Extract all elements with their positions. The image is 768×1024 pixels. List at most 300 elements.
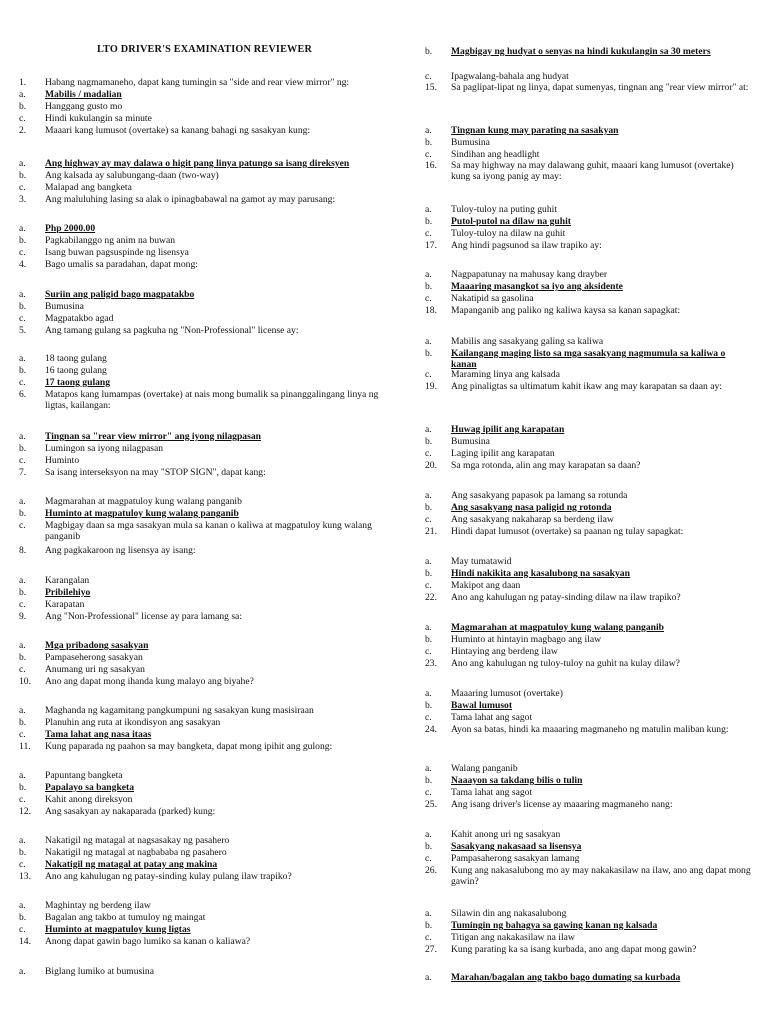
answer-option [425, 204, 752, 215]
option-text: Suriin ang paligid bago magpatakbo [45, 289, 195, 300]
option-text: Isang buwan pagsuspinde ng lisensya [45, 247, 189, 258]
question-number: 2. [19, 125, 27, 136]
question-item [425, 305, 752, 316]
option-letter: b. [19, 587, 27, 598]
option-letter: b. [425, 775, 433, 786]
question-text: Ang sasakyan ay nakaparada (parked) kung: [45, 806, 216, 817]
option-text: Pagkabilanggo ng anim na buwan [45, 235, 176, 246]
option-letter: a. [425, 204, 432, 215]
option-letter: a. [425, 556, 432, 567]
option-text: 18 taong gulang [45, 353, 107, 364]
option-letter: b. [425, 216, 433, 227]
option-letter: b. [425, 436, 433, 447]
option-text: Maaaring lumusot (overtake) [451, 688, 563, 699]
option-letter: c. [19, 729, 26, 740]
answer-option [19, 652, 390, 663]
question-number: 25. [425, 799, 437, 810]
question-number: 10. [19, 676, 31, 687]
question-text: Sa paglipat-lipat ng linya, dapat sumenyas, tingnan ang "rear view mirror" at: [451, 82, 749, 93]
answer-option-correct [19, 89, 390, 100]
question-item [425, 160, 752, 183]
option-letter: b. [425, 568, 433, 579]
answer-option [425, 763, 752, 774]
question-text: Habang nagmamaneho, dapat kang tumingin sa "side and rear view mirror" ng: [45, 77, 350, 88]
option-letter: a. [19, 289, 26, 300]
question-text: Sa may highway na may dalawang guhit, maaari kang lumusot (overtake) kung sa iyong panig ay may: [451, 160, 734, 183]
answer-option [19, 313, 390, 324]
question-number: 11. [19, 741, 31, 752]
question-number: 13. [19, 871, 31, 882]
answer-option-correct [425, 216, 752, 227]
question-item [19, 77, 390, 88]
question-number: 15. [425, 82, 437, 93]
option-letter: c. [19, 794, 26, 805]
option-text: Huminto at hintayin magbago ang ilaw [451, 634, 602, 645]
option-letter: a. [19, 496, 26, 507]
answer-option [19, 835, 390, 846]
question-item [425, 944, 752, 955]
option-text: Hanggang gusto mo [45, 101, 123, 112]
answer-option-correct [19, 859, 390, 870]
option-text: Ang highway ay may dalawa o higit pang linya patungo sa isang direksyen [45, 158, 350, 169]
question-number: 23. [425, 658, 437, 669]
option-text: Bumusina [451, 137, 490, 148]
option-text: Tumingin ng bahagya sa gawing kanan ng kalsada [451, 920, 658, 931]
answer-option-correct [425, 125, 752, 136]
option-text: 17 taong gulang [45, 377, 111, 388]
question-number: 21. [425, 526, 437, 537]
question-text: Ayon sa batas, hindi ka maaaring magmaneho ng matulin maliban kung: [451, 724, 729, 735]
question-text: Bago umalis sa paradahan, dapat mong: [45, 259, 198, 270]
option-letter: a. [425, 490, 432, 501]
option-text: Hindi kukulangin sa minute [45, 113, 152, 124]
question-number: 6. [19, 389, 27, 400]
option-text: Magmarahan at magpatuloy kung walang panganib [45, 496, 242, 507]
option-letter: c. [425, 448, 432, 459]
option-letter: c. [425, 369, 432, 380]
answer-option-correct [425, 502, 752, 513]
option-text: Naaayon sa takdang bilis o tulin [451, 775, 583, 786]
option-text: Mabilis ang sasakyang galing sa kaliwa [451, 336, 604, 347]
option-letter: c. [19, 182, 26, 193]
answer-option [19, 235, 390, 246]
question-number: 9. [19, 611, 27, 622]
option-letter: c. [19, 455, 26, 466]
option-text: Magbigay daan sa mga sasakyan mula sa kanan o kaliwa at magpatuloy kung walang panganib [45, 520, 372, 543]
question-number: 19. [425, 381, 437, 392]
question-item [425, 381, 752, 392]
answer-option [425, 71, 752, 82]
answer-option [19, 599, 390, 610]
option-letter: a. [19, 158, 26, 169]
answer-option [19, 365, 390, 376]
question-text: Ano ang kahulugan ng patay-sinding kulay pulang ilaw trapiko? [45, 871, 292, 882]
question-item [19, 467, 390, 478]
answer-option-correct [19, 924, 390, 935]
option-text: Tuloy-tuloy na dilaw na guhit [451, 228, 566, 239]
option-text: Huwag ipilit ang karapatan [451, 424, 565, 435]
option-letter: a. [19, 835, 26, 846]
option-text: Titigan ang nakakasilaw na ilaw [451, 932, 575, 943]
option-text: Tama lahat ang nasa itaas [45, 729, 152, 740]
question-text: Ang "Non-Professional" license ay para lamang sa: [45, 611, 242, 622]
option-text: Sindihan ang headlight [451, 149, 540, 160]
answer-option [425, 853, 752, 864]
option-letter: a. [425, 622, 432, 633]
answer-option [425, 634, 752, 645]
question-item [425, 592, 752, 603]
question-text: Ano ang dapat mong ihanda kung malayo ang biyahe? [45, 676, 254, 687]
option-text: Magbigay ng hudyat o senyas na hindi kukulangin sa 30 meters [451, 46, 711, 57]
option-letter: c. [19, 520, 26, 531]
question-text: Matapos kang lumampas (overtake) at nais mong bumalik sa pinanggalingang linya ng ligtas, kailangan: [45, 389, 379, 412]
answer-option-correct [19, 431, 390, 442]
option-letter: b. [425, 281, 433, 292]
option-text: Nakatipid sa gasolina [451, 293, 534, 304]
option-text: Magpatakbo agad [45, 313, 114, 324]
option-text: Pribilehiyo [45, 587, 91, 598]
answer-option [19, 912, 390, 923]
answer-option [425, 436, 752, 447]
answer-option [19, 170, 390, 181]
question-item [19, 611, 390, 622]
question-number: 20. [425, 460, 437, 471]
answer-option [19, 113, 390, 124]
question-text: Ang maluluhing lasing sa alak o ipinagbabawal na gamot ay may parusang: [45, 194, 336, 205]
question-item [425, 240, 752, 251]
question-text: Kung ang nakasalubong mo ay may nakakasilaw na ilaw, ano ang dapat mong gawin? [451, 865, 751, 888]
option-letter: b. [19, 170, 27, 181]
option-letter: c. [425, 646, 432, 657]
option-letter: b. [425, 348, 433, 359]
option-letter: b. [425, 841, 433, 852]
question-number: 27. [425, 944, 437, 955]
option-text: Nakatigil ng matagal at nagbababa ng pasahero [45, 847, 227, 858]
option-letter: b. [19, 365, 27, 376]
option-text: Bumusina [45, 301, 84, 312]
answer-option [425, 580, 752, 591]
option-text: Karangalan [45, 575, 90, 586]
question-item [425, 799, 752, 810]
question-item [425, 865, 752, 888]
answer-option-correct [425, 841, 752, 852]
option-text: Bawal lumusot [451, 700, 513, 711]
option-text: Nagpapatunay na mahusay kang drayber [451, 269, 608, 280]
answer-option-correct [19, 782, 390, 793]
option-letter: b. [19, 782, 27, 793]
answer-option [425, 269, 752, 280]
answer-option [425, 556, 752, 567]
answer-option [425, 336, 752, 347]
answer-option [425, 688, 752, 699]
answer-option-correct [425, 348, 752, 371]
option-text: 16 taong gulang [45, 365, 107, 376]
question-text: Ano ang kahulugan ng patay-sinding dilaw na ilaw trapiko? [451, 592, 681, 603]
option-text: Huminto [45, 455, 80, 466]
option-letter: c. [425, 514, 432, 525]
question-text: Sa isang interseksyon na may "STOP SIGN", dapat kang: [45, 467, 266, 478]
question-number: 24. [425, 724, 437, 735]
answer-option-correct [19, 223, 390, 234]
option-text: Anumang uri ng sasakyan [45, 664, 145, 675]
option-text: Hintaying ang berdeng ilaw [451, 646, 558, 657]
option-text: Maghanda ng kagamitang pangkumpuni ng sasakyan kung masisiraan [45, 705, 314, 716]
option-letter: a. [425, 688, 432, 699]
option-text: Tama lahat ang sagot [451, 712, 533, 723]
option-letter: c. [19, 377, 26, 388]
option-letter: a. [19, 575, 26, 586]
answer-option [19, 101, 390, 112]
option-letter: c. [425, 293, 432, 304]
option-text: Sasakyang nakasaad sa lisensya [451, 841, 582, 852]
answer-option [425, 829, 752, 840]
answer-option-correct [19, 508, 390, 519]
option-letter: c. [425, 228, 432, 239]
question-number: 17. [425, 240, 437, 251]
option-letter: c. [19, 313, 26, 324]
question-item [19, 871, 390, 882]
answer-option [425, 448, 752, 459]
option-letter: b. [19, 301, 27, 312]
answer-option-correct [425, 281, 752, 292]
answer-option-correct [425, 46, 752, 57]
option-letter: c. [19, 664, 26, 675]
answer-option [425, 908, 752, 919]
option-letter: c. [19, 599, 26, 610]
question-text: Ang hindi pagsunod sa ilaw trapiko ay: [451, 240, 602, 251]
question-number: 22. [425, 592, 437, 603]
option-text: Papuntang bangketa [45, 770, 123, 781]
answer-option [19, 705, 390, 716]
option-letter: b. [19, 912, 27, 923]
question-number: 14. [19, 936, 31, 947]
option-text: Mga pribadong sasakyan [45, 640, 149, 651]
option-letter: b. [19, 101, 27, 112]
option-letter: a. [19, 223, 26, 234]
option-letter: c. [425, 712, 432, 723]
option-letter: b. [425, 634, 433, 645]
option-text: Maraming linya ang kalsada [451, 369, 560, 380]
question-item [425, 658, 752, 669]
option-letter: c. [425, 932, 432, 943]
answer-option [19, 247, 390, 258]
answer-option [19, 301, 390, 312]
answer-option [19, 794, 390, 805]
question-text: Sa mga rotonda, alin ang may karapatan sa daan? [451, 460, 641, 471]
question-item [19, 259, 390, 270]
option-letter: b. [19, 508, 27, 519]
option-text: Laging ipilit ang karapatan [451, 448, 555, 459]
answer-option [425, 514, 752, 525]
answer-option [425, 932, 752, 943]
option-letter: b. [19, 717, 27, 728]
option-text: Walang panganib [451, 763, 518, 774]
answer-option [425, 228, 752, 239]
option-letter: a. [425, 972, 432, 983]
answer-option-correct [425, 700, 752, 711]
option-letter: b. [19, 235, 27, 246]
question-item [425, 82, 752, 93]
question-number: 8. [19, 545, 27, 556]
option-text: Kahit anong uri ng sasakyan [451, 829, 561, 840]
answer-option-correct [19, 289, 390, 300]
option-text: Silawin din ang nakasalubong [451, 908, 567, 919]
answer-option [19, 900, 390, 911]
answer-option [19, 455, 390, 466]
option-letter: b. [425, 920, 433, 931]
answer-option [19, 664, 390, 675]
question-text: Hindi dapat lumusot (overtake) sa paanan ng tulay sapagkat: [451, 526, 684, 537]
answer-option [425, 490, 752, 501]
answer-option-correct [425, 775, 752, 786]
option-letter: a. [425, 424, 432, 435]
option-letter: a. [425, 763, 432, 774]
option-text: Pampaseherong sasakyan [45, 652, 143, 663]
question-number: 12. [19, 806, 31, 817]
option-text: Maghintay ng berdeng ilaw [45, 900, 151, 911]
question-text: Maaari kang lumusot (overtake) sa kanang bahagi ng sasakyan kung: [45, 125, 311, 136]
option-text: Ipagwalang-bahala ang hudyat [451, 71, 569, 82]
question-item [19, 936, 390, 947]
answer-option [425, 712, 752, 723]
option-text: Mabilis / madalian [45, 89, 122, 100]
option-text: Makipot ang daan [451, 580, 521, 591]
option-letter: a. [19, 640, 26, 651]
question-text: Ang isang driver's license ay maaaring magmaneho nang: [451, 799, 673, 810]
question-number: 7. [19, 467, 27, 478]
option-letter: a. [425, 269, 432, 280]
question-item [425, 724, 752, 735]
option-text: Putol-putol na dilaw na guhit [451, 216, 571, 227]
option-text: Papalayo sa bangketa [45, 782, 135, 793]
option-letter: b. [425, 46, 433, 57]
option-letter: c. [19, 924, 26, 935]
option-letter: a. [19, 89, 26, 100]
option-text: Tingnan sa "rear view mirror" ang iyong nilagpasan [45, 431, 261, 442]
question-text: Ano ang kahulugan ng tuloy-tuloy na guhit na kulay dilaw? [451, 658, 680, 669]
option-text: Huminto at magpatuloy kung ligtas [45, 924, 191, 935]
answer-option-correct [19, 640, 390, 651]
option-letter: a. [425, 829, 432, 840]
answer-option [425, 646, 752, 657]
question-item [425, 526, 752, 537]
option-letter: a. [425, 125, 432, 136]
option-text: May tumatawid [451, 556, 512, 567]
option-letter: a. [425, 336, 432, 347]
option-text: Bumusina [451, 436, 490, 447]
document-title: LTO DRIVER'S EXAMINATION REVIEWER [96, 44, 312, 55]
question-text: Mapanganib ang paliko ng kaliwa kaysa sa kanan sapagkat: [451, 305, 681, 316]
option-text: Karapatan [45, 599, 85, 610]
question-item [19, 676, 390, 687]
answer-option [19, 496, 390, 507]
option-text: Bagalan ang takbo at tumuloy ng maingat [45, 912, 206, 923]
option-text: Malapad ang bangketa [45, 182, 132, 193]
option-letter: c. [425, 853, 432, 864]
option-text: Huminto at magpatuloy kung walang panganib [45, 508, 239, 519]
question-text: Ang pagkakaroon ng lisensya ay isang: [45, 545, 196, 556]
option-text: Magmarahan at magpatuloy kung walang panganib [451, 622, 664, 633]
option-text: Tuloy-tuloy na puting guhit [451, 204, 557, 215]
option-letter: b. [19, 652, 27, 663]
answer-option-correct [425, 622, 752, 633]
answer-option [425, 293, 752, 304]
option-letter: a. [19, 966, 26, 977]
option-letter: c. [425, 580, 432, 591]
question-text: Kung paparada ng paahon sa may bangketa, dapat mong ipihit ang gulong: [45, 741, 333, 752]
answer-option [19, 770, 390, 781]
option-text: Lumingon sa iyong nilagpasan [45, 443, 164, 454]
option-letter: a. [19, 705, 26, 716]
question-item [19, 325, 390, 336]
option-letter: c. [19, 113, 26, 124]
answer-option [19, 575, 390, 586]
option-letter: a. [19, 770, 26, 781]
answer-option [19, 717, 390, 728]
question-item [19, 545, 390, 556]
option-text: Nakatigil ng matagal at nagsasakay ng pasahero [45, 835, 230, 846]
answer-option-correct [425, 568, 752, 579]
option-letter: b. [19, 847, 27, 858]
option-text: Biglang lumiko at bumusina [45, 966, 154, 977]
answer-option-correct [19, 587, 390, 598]
answer-option-correct [425, 972, 752, 983]
answer-option [19, 182, 390, 193]
option-letter: a. [19, 900, 26, 911]
answer-option [19, 520, 390, 543]
option-letter: c. [425, 149, 432, 160]
option-text: Kahit anong direksyon [45, 794, 133, 805]
answer-option [425, 137, 752, 148]
answer-option [425, 787, 752, 798]
option-text: Ang sasakyang papasok pa lamang sa rotunda [451, 490, 628, 501]
answer-option-correct [19, 158, 390, 169]
option-letter: b. [425, 137, 433, 148]
option-letter: c. [425, 71, 432, 82]
question-item [19, 806, 390, 817]
option-text: Ang sasakyang nakaharap sa berdeng ilaw [451, 514, 614, 525]
option-text: Nakatigil ng matagal at patay ang makina [45, 859, 218, 870]
option-text: Kailangang maging listo sa mga sasakyang nagmumula sa kaliwa o kanan [451, 348, 726, 371]
question-text: Kung parating ka sa isang kurbada, ano ang dapat mong gawin? [451, 944, 697, 955]
option-letter: c. [425, 787, 432, 798]
option-letter: b. [425, 502, 433, 513]
question-item [19, 741, 390, 752]
option-letter: c. [19, 247, 26, 258]
option-text: Maaaring masangkot sa iyo ang aksidente [451, 281, 623, 292]
question-number: 5. [19, 325, 27, 336]
question-number: 1. [19, 77, 27, 88]
answer-option [19, 966, 390, 977]
question-number: 3. [19, 194, 27, 205]
option-text: Pampasaherong sasakyan lamang [451, 853, 580, 864]
option-letter: a. [19, 353, 26, 364]
answer-option [19, 847, 390, 858]
answer-option [425, 369, 752, 380]
answer-option-correct [19, 729, 390, 740]
question-number: 16. [425, 160, 437, 171]
answer-option [19, 443, 390, 454]
option-letter: b. [19, 443, 27, 454]
question-number: 26. [425, 865, 437, 876]
option-letter: a. [425, 908, 432, 919]
option-letter: b. [425, 700, 433, 711]
question-number: 4. [19, 259, 27, 270]
question-item [425, 460, 752, 471]
question-item [19, 194, 390, 205]
answer-option [425, 149, 752, 160]
option-text: Ang kalsada ay salubungang-daan (two-way) [45, 170, 219, 181]
